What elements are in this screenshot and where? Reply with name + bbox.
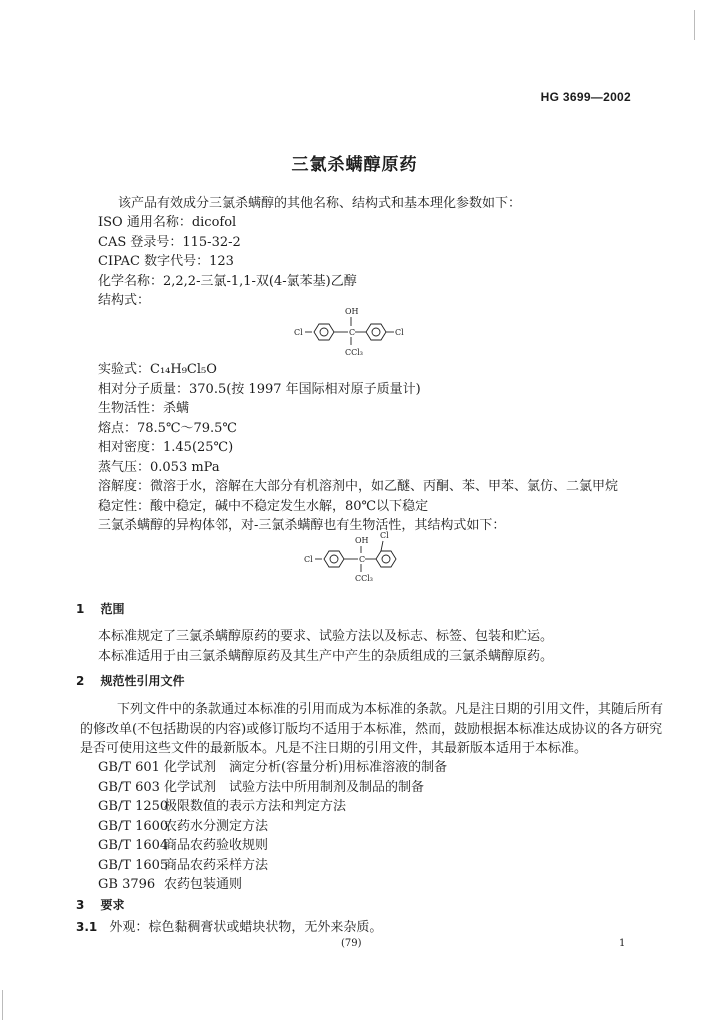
property-molecular-mass: 相对分子质量：370.5(按 1997 年国际相对原子质量计) xyxy=(98,381,421,397)
intro-line: 该产品有效成分三氯杀螨醇的其他名称、结构式和基本理化参数如下： xyxy=(118,196,522,211)
property-solubility: 溶解度：微溶于水，溶解在大部分有机溶剂中，如乙醚、丙酮、苯、甲苯、氯仿、二氯甲烷 xyxy=(98,479,619,494)
reference-title: 农药水分测定方法 xyxy=(164,818,269,834)
property-isomer-note: 三氯杀螨醇的异构体邻，对-三氯杀螨醇也有生物活性，其结构式如下： xyxy=(98,518,506,533)
reference-title: 化学试剂 滴定分析(容量分析)用标准溶液的制备 xyxy=(164,760,448,775)
structure1-oh: OH xyxy=(345,307,359,316)
standard-number: HG 3699—2002 xyxy=(540,90,631,104)
structure2-ccl3: CCl₃ xyxy=(355,574,374,583)
reference-code: GB/T 603 xyxy=(98,779,160,795)
section2-number: 2 xyxy=(76,674,85,688)
property-cas: CAS 登录号：115-32-2 xyxy=(98,234,241,250)
reference-item xyxy=(98,875,447,895)
section3-sub-number: 3.1 xyxy=(76,920,98,934)
section1-heading xyxy=(76,600,125,617)
reference-item xyxy=(98,856,447,876)
property-formula: 实验式：C₁₄H₉Cl₅O xyxy=(98,362,217,377)
property-melting-point: 熔点：78.5℃～79.5℃ xyxy=(98,420,237,436)
reference-title: 农药包装通则 xyxy=(164,877,243,892)
section2-paragraph-line: 是否可使用这些文件的最新版本。凡是不注日期的引用文件，其最新版本适用于本标准。 xyxy=(80,741,588,756)
section2-paragraph-line: 的修改单(不包括勘误的内容)或修订版均不适用于本标准，然而，鼓励根据本标准达成协议的各方研究 xyxy=(80,721,663,737)
reference-list xyxy=(98,758,447,895)
property-stability: 稳定性：酸中稳定，碱中不稳定发生水解，80℃以下稳定 xyxy=(98,498,429,514)
reference-item xyxy=(98,758,447,778)
page-number-center: (79) xyxy=(341,938,362,949)
reference-item xyxy=(98,836,447,856)
reference-title: 化学试剂 试验方法中所用制剂及制品的制备 xyxy=(164,779,425,795)
section1-number: 1 xyxy=(76,602,85,616)
structure2-cl-top: Cl xyxy=(380,531,389,540)
structure1-carbon: C xyxy=(349,328,356,337)
structure2-oh: OH xyxy=(355,536,369,545)
property-list xyxy=(98,213,357,311)
property-structure-label: 结构式： xyxy=(98,293,151,308)
section3-sub-text: 外观：棕色黏稠膏状或蜡块状物，无外来杂质。 xyxy=(109,920,383,935)
structure1-ccl3: CCl₃ xyxy=(345,348,364,357)
section1-paragraph: 本标准适用于由三氯杀螨醇原药及其生产中产生的杂质组成的三氯杀螨醇原药。 xyxy=(98,648,554,664)
section2-paragraph-line: 下列文件中的条款通过本标准的引用而成为本标准的条款。凡是注日期的引用文件，其随后所有 xyxy=(117,702,664,717)
reference-code: GB/T 1250 xyxy=(98,799,169,814)
section3-item xyxy=(76,918,382,938)
section1-body xyxy=(98,627,553,666)
reference-item xyxy=(98,778,447,798)
reference-title: 商品农药采样方法 xyxy=(164,857,269,873)
structure-dicofol xyxy=(290,305,420,361)
section2-paragraph xyxy=(80,700,663,759)
document-title: 三氯杀螨醇原药 xyxy=(291,155,418,175)
reference-title: 极限数值的表示方法和判定方法 xyxy=(164,799,347,814)
section1-title: 范围 xyxy=(100,602,125,616)
section3-number: 3 xyxy=(76,898,85,912)
section1-paragraph: 本标准规定了三氯杀螨醇原药的要求、试验方法以及标志、标签、包装和贮运。 xyxy=(98,629,554,644)
structure2-carbon: C xyxy=(359,555,366,564)
property-bioactivity: 生物活性：杀螨 xyxy=(98,401,190,416)
property-iso-name: ISO 通用名称：dicofol xyxy=(98,215,237,230)
reference-item xyxy=(98,817,447,837)
structure1-cl-right: Cl xyxy=(395,328,404,337)
section2-heading xyxy=(76,672,185,689)
section3-title: 要求 xyxy=(100,898,125,912)
reference-title: 商品农药验收规则 xyxy=(164,838,269,853)
scan-mark xyxy=(694,10,695,40)
reference-code: GB/T 601 xyxy=(98,760,160,775)
reference-code: GB/T 1604 xyxy=(98,838,169,853)
section2-title: 规范性引用文件 xyxy=(100,674,185,688)
property-vapor-pressure: 蒸气压：0.053 mPa xyxy=(98,459,220,475)
property-chemical-name: 化学名称：2,2,2-三氯-1,1-双(4-氯苯基)乙醇 xyxy=(98,273,357,289)
reference-code: GB 3796 xyxy=(98,877,156,892)
section3-heading xyxy=(76,896,125,913)
structure2-cl-left: Cl xyxy=(304,555,313,564)
property-cipac: CIPAC 数字代号：123 xyxy=(98,254,234,269)
page-number-right: 1 xyxy=(619,938,626,949)
reference-code: GB/T 1605 xyxy=(98,857,169,873)
property-density: 相对密度：1.45(25℃) xyxy=(98,440,234,455)
structure1-cl-left: Cl xyxy=(294,328,303,337)
property-list-2 xyxy=(98,360,618,536)
structure-op-dicofol xyxy=(300,528,420,584)
scan-mark xyxy=(2,990,3,1020)
reference-code: GB/T 1600 xyxy=(98,818,169,834)
reference-item xyxy=(98,797,447,817)
